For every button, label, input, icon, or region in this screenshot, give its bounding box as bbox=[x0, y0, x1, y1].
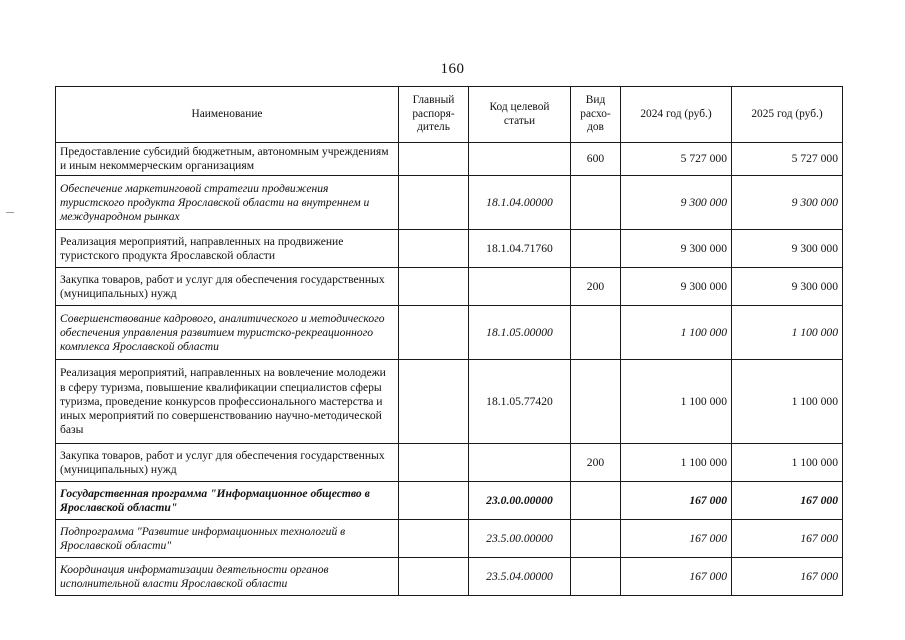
table-row bbox=[56, 444, 843, 482]
cell-type: 600 bbox=[571, 143, 621, 176]
cell-name: Предоставление субсидий бюджетным, автономным учреждениям и иным некоммерческим организациям bbox=[56, 143, 399, 176]
cell-admin bbox=[399, 230, 469, 268]
cell-type bbox=[571, 360, 621, 444]
cell-name: Закупка товаров, работ и услуг для обеспечения государственных (муниципальных) нужд bbox=[56, 444, 399, 482]
cell-admin bbox=[399, 176, 469, 230]
cell-2025: 9 300 000 bbox=[732, 268, 843, 306]
cell-admin bbox=[399, 520, 469, 558]
cell-type bbox=[571, 558, 621, 596]
cell-type bbox=[571, 306, 621, 360]
cell-2024: 9 300 000 bbox=[621, 176, 732, 230]
cell-code: 23.5.00.00000 bbox=[469, 520, 571, 558]
cell-admin bbox=[399, 143, 469, 176]
table-row bbox=[56, 176, 843, 230]
cell-2024: 1 100 000 bbox=[621, 444, 732, 482]
header-code: Код целевой статьи bbox=[469, 87, 571, 143]
cell-name: Совершенствование кадрового, аналитического и методического обеспечения управления развитием туристско-рекреационного комплекса Ярославской области bbox=[56, 306, 399, 360]
cell-2025: 1 100 000 bbox=[732, 444, 843, 482]
cell-2025: 167 000 bbox=[732, 558, 843, 596]
table-row bbox=[56, 306, 843, 360]
header-2025: 2025 год (руб.) bbox=[732, 87, 843, 143]
cell-2025: 167 000 bbox=[732, 482, 843, 520]
cell-2024: 9 300 000 bbox=[621, 230, 732, 268]
cell-admin bbox=[399, 360, 469, 444]
cell-2025: 1 100 000 bbox=[732, 306, 843, 360]
budget-table bbox=[55, 86, 843, 596]
cell-type: 200 bbox=[571, 268, 621, 306]
cell-code bbox=[469, 444, 571, 482]
cell-admin bbox=[399, 558, 469, 596]
table-body bbox=[56, 143, 843, 596]
cell-2024: 167 000 bbox=[621, 558, 732, 596]
table-row bbox=[56, 360, 843, 444]
table-header-row bbox=[56, 87, 843, 143]
cell-code: 18.1.04.00000 bbox=[469, 176, 571, 230]
cell-2025: 9 300 000 bbox=[732, 230, 843, 268]
header-2024: 2024 год (руб.) bbox=[621, 87, 732, 143]
cell-admin bbox=[399, 444, 469, 482]
cell-admin bbox=[399, 482, 469, 520]
cell-code bbox=[469, 268, 571, 306]
table-row bbox=[56, 558, 843, 596]
scan-mark bbox=[6, 212, 14, 213]
cell-type: 200 bbox=[571, 444, 621, 482]
cell-name: Закупка товаров, работ и услуг для обеспечения государственных (муниципальных) нужд bbox=[56, 268, 399, 306]
cell-2025: 9 300 000 bbox=[732, 176, 843, 230]
cell-code: 18.1.05.00000 bbox=[469, 306, 571, 360]
cell-type bbox=[571, 230, 621, 268]
table-row bbox=[56, 230, 843, 268]
cell-admin bbox=[399, 306, 469, 360]
page-number: 160 bbox=[440, 61, 465, 77]
header-name: Наименование bbox=[56, 87, 399, 143]
table-row bbox=[56, 143, 843, 176]
cell-name: Обеспечение маркетинговой стратегии продвижения туристского продукта Ярославской области на внутреннем и международном рынках bbox=[56, 176, 399, 230]
cell-2024: 167 000 bbox=[621, 520, 732, 558]
table-row bbox=[56, 520, 843, 558]
cell-2024: 1 100 000 bbox=[621, 306, 732, 360]
cell-2024: 1 100 000 bbox=[621, 360, 732, 444]
cell-2024: 5 727 000 bbox=[621, 143, 732, 176]
header-admin: Главный распоря-дитель bbox=[399, 87, 469, 143]
cell-type bbox=[571, 482, 621, 520]
cell-name: Подпрограмма "Развитие информационных технологий в Ярославской области" bbox=[56, 520, 399, 558]
table-row bbox=[56, 268, 843, 306]
cell-name: Координация информатизации деятельности органов исполнительной власти Ярославской области bbox=[56, 558, 399, 596]
header-type: Вид расхо-дов bbox=[571, 87, 621, 143]
cell-2025: 1 100 000 bbox=[732, 360, 843, 444]
cell-name: Реализация мероприятий, направленных на продвижение туристского продукта Ярославской области bbox=[56, 230, 399, 268]
cell-type bbox=[571, 176, 621, 230]
cell-code: 23.0.00.00000 bbox=[469, 482, 571, 520]
cell-code: 23.5.04.00000 bbox=[469, 558, 571, 596]
cell-2024: 9 300 000 bbox=[621, 268, 732, 306]
table-row bbox=[56, 482, 843, 520]
cell-code: 18.1.04.71760 bbox=[469, 230, 571, 268]
cell-code: 18.1.05.77420 bbox=[469, 360, 571, 444]
cell-2024: 167 000 bbox=[621, 482, 732, 520]
cell-admin bbox=[399, 268, 469, 306]
cell-name: Реализация мероприятий, направленных на вовлечение молодежи в сферу туризма, повышение квалификации специалистов сферы туризма, проведение конкурсов профессионального мастерства и иных мероприятий по совершенствованию научно-методической базы bbox=[56, 360, 399, 444]
cell-2025: 167 000 bbox=[732, 520, 843, 558]
cell-name: Государственная программа "Информационное общество в Ярославской области" bbox=[56, 482, 399, 520]
cell-code bbox=[469, 143, 571, 176]
cell-2025: 5 727 000 bbox=[732, 143, 843, 176]
cell-type bbox=[571, 520, 621, 558]
